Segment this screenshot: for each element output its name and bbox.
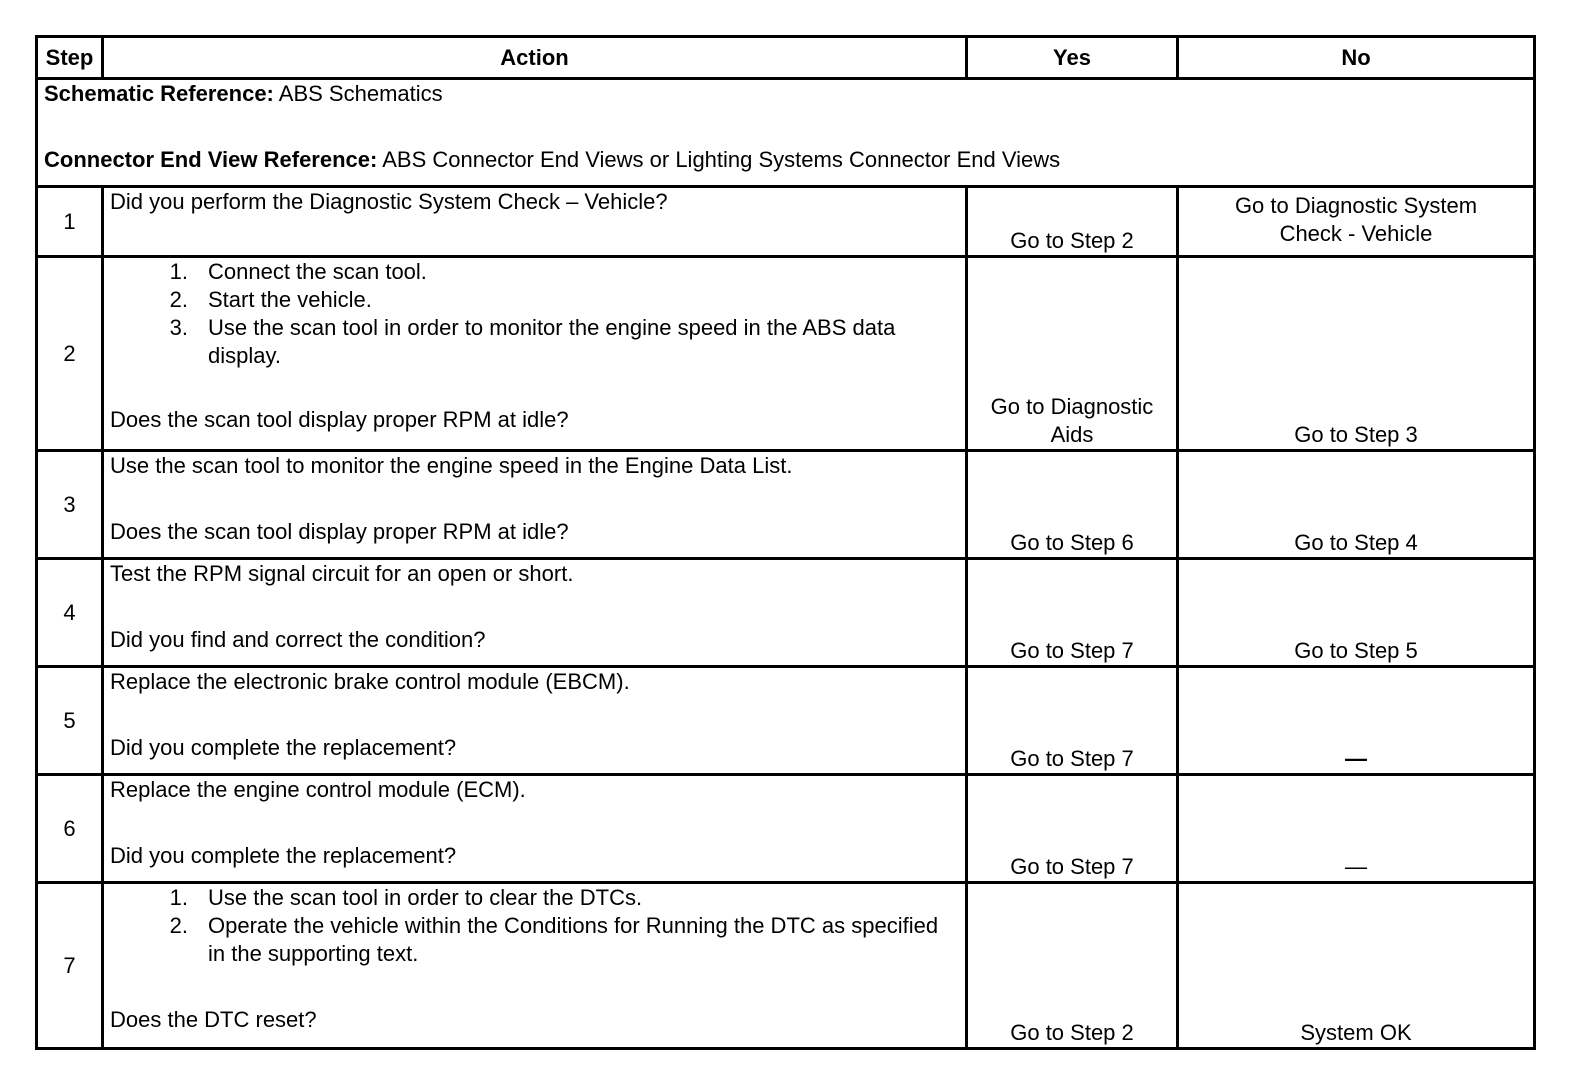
substep-item bbox=[169, 314, 959, 370]
table-row bbox=[37, 883, 1535, 1049]
action-cell bbox=[103, 883, 967, 1049]
diagnostic-table bbox=[35, 35, 1536, 1050]
connector-reference-link[interactable]: ABS Connector End Views or Lighting Systems Connector End Views bbox=[377, 147, 1061, 172]
step-number: 7 bbox=[37, 883, 103, 1049]
no-link[interactable] bbox=[1185, 192, 1527, 248]
no-cell bbox=[1178, 775, 1535, 883]
action-instruction: Use the scan tool to monitor the engine speed in the Engine Data List. bbox=[110, 453, 793, 478]
substep-text: Start the vehicle. bbox=[208, 287, 372, 312]
substep-item bbox=[169, 258, 959, 286]
connector-reference-label: Connector End View Reference: bbox=[44, 147, 378, 172]
no-link[interactable]: Go to Step 5 bbox=[1294, 638, 1418, 663]
table-row bbox=[37, 257, 1535, 451]
no-cell bbox=[1178, 883, 1535, 1049]
no-link[interactable]: Go to Step 4 bbox=[1294, 530, 1418, 555]
reference-spacer bbox=[44, 108, 1527, 146]
action-instruction: Replace the electronic brake control module (EBCM). bbox=[110, 669, 630, 694]
table-row bbox=[37, 775, 1535, 883]
yes-link-line: Aids bbox=[1050, 422, 1094, 447]
substep-number: 2. bbox=[169, 913, 188, 938]
step-number: 1 bbox=[37, 187, 103, 257]
yes-link-line: Go to Diagnostic bbox=[990, 394, 1154, 419]
action-question: Does the DTC reset? bbox=[110, 1007, 317, 1032]
schematic-reference bbox=[44, 80, 1527, 108]
action-spacer bbox=[110, 588, 959, 626]
action-cell bbox=[103, 559, 967, 667]
action-question: Does the scan tool display proper RPM at idle? bbox=[110, 519, 569, 544]
header-step: Step bbox=[37, 37, 103, 79]
yes-cell bbox=[967, 667, 1178, 775]
action-question: Did you find and correct the condition? bbox=[110, 627, 486, 652]
no-cell bbox=[1178, 451, 1535, 559]
no-link[interactable]: Go to Step 3 bbox=[1294, 422, 1418, 447]
step-number: 2 bbox=[37, 257, 103, 451]
action-cell bbox=[103, 257, 967, 451]
substep-text: Operate the vehicle within the Conditions for Running the DTC as specified in the supporting text. bbox=[208, 913, 939, 966]
header-yes: Yes bbox=[967, 37, 1178, 79]
header-action: Action bbox=[103, 37, 967, 79]
no-link-line: Go to Diagnostic System bbox=[1234, 193, 1478, 218]
substep-text: Connect the scan tool. bbox=[208, 259, 427, 284]
substep-number: 1. bbox=[169, 259, 188, 284]
no-result: System OK bbox=[1300, 1020, 1412, 1045]
header-row bbox=[37, 37, 1535, 79]
yes-link[interactable]: Go to Step 2 bbox=[1010, 228, 1134, 253]
reference-cell bbox=[37, 79, 1535, 187]
schematic-reference-label: Schematic Reference: bbox=[44, 81, 274, 106]
no-dash: — bbox=[1345, 854, 1367, 879]
no-cell bbox=[1178, 667, 1535, 775]
yes-cell bbox=[967, 451, 1178, 559]
action-cell bbox=[103, 667, 967, 775]
table-row bbox=[37, 451, 1535, 559]
substep-item bbox=[169, 286, 959, 314]
yes-link[interactable]: Go to Step 6 bbox=[1010, 530, 1134, 555]
action-question: Did you perform the Diagnostic System Check – Vehicle? bbox=[110, 189, 668, 214]
yes-cell bbox=[967, 883, 1178, 1049]
yes-link[interactable] bbox=[974, 393, 1170, 449]
action-instruction: Test the RPM signal circuit for an open or short. bbox=[110, 561, 574, 586]
substep-list bbox=[110, 884, 959, 968]
substep-text: Use the scan tool in order to monitor the engine speed in the ABS data display. bbox=[208, 315, 896, 368]
substep-number: 1. bbox=[169, 885, 188, 910]
action-question: Does the scan tool display proper RPM at idle? bbox=[110, 407, 569, 432]
header-no: No bbox=[1178, 37, 1535, 79]
reference-row bbox=[37, 79, 1535, 187]
table-row bbox=[37, 667, 1535, 775]
action-spacer bbox=[110, 696, 959, 734]
schematic-reference-link[interactable]: ABS Schematics bbox=[273, 81, 443, 106]
yes-link[interactable]: Go to Step 7 bbox=[1010, 746, 1134, 771]
action-instruction: Replace the engine control module (ECM). bbox=[110, 777, 526, 802]
yes-cell bbox=[967, 775, 1178, 883]
no-link-line: Check - Vehicle bbox=[1279, 221, 1433, 246]
substep-list bbox=[110, 258, 959, 370]
substep-text: Use the scan tool in order to clear the DTCs. bbox=[208, 885, 643, 910]
no-dash: — bbox=[1345, 746, 1367, 771]
no-cell bbox=[1178, 559, 1535, 667]
yes-link[interactable]: Go to Step 7 bbox=[1010, 638, 1134, 663]
action-cell bbox=[103, 187, 967, 257]
substep-number: 2. bbox=[169, 287, 188, 312]
yes-cell bbox=[967, 187, 1178, 257]
action-spacer bbox=[110, 968, 959, 1006]
yes-link[interactable]: Go to Step 2 bbox=[1010, 1020, 1134, 1045]
substep-item bbox=[169, 912, 959, 968]
no-cell bbox=[1178, 187, 1535, 257]
yes-cell bbox=[967, 257, 1178, 451]
table-row bbox=[37, 559, 1535, 667]
action-spacer bbox=[110, 370, 959, 406]
step-number: 6 bbox=[37, 775, 103, 883]
yes-link[interactable]: Go to Step 7 bbox=[1010, 854, 1134, 879]
action-cell bbox=[103, 451, 967, 559]
substep-number: 3. bbox=[169, 315, 188, 340]
action-question: Did you complete the replacement? bbox=[110, 843, 457, 868]
substep-item bbox=[169, 884, 959, 912]
action-spacer bbox=[110, 804, 959, 842]
step-number: 4 bbox=[37, 559, 103, 667]
yes-cell bbox=[967, 559, 1178, 667]
step-number: 5 bbox=[37, 667, 103, 775]
connector-reference bbox=[44, 146, 1527, 174]
step-number: 3 bbox=[37, 451, 103, 559]
action-cell bbox=[103, 775, 967, 883]
action-spacer bbox=[110, 480, 959, 518]
no-cell bbox=[1178, 257, 1535, 451]
action-question: Did you complete the replacement? bbox=[110, 735, 457, 760]
table-row bbox=[37, 187, 1535, 257]
